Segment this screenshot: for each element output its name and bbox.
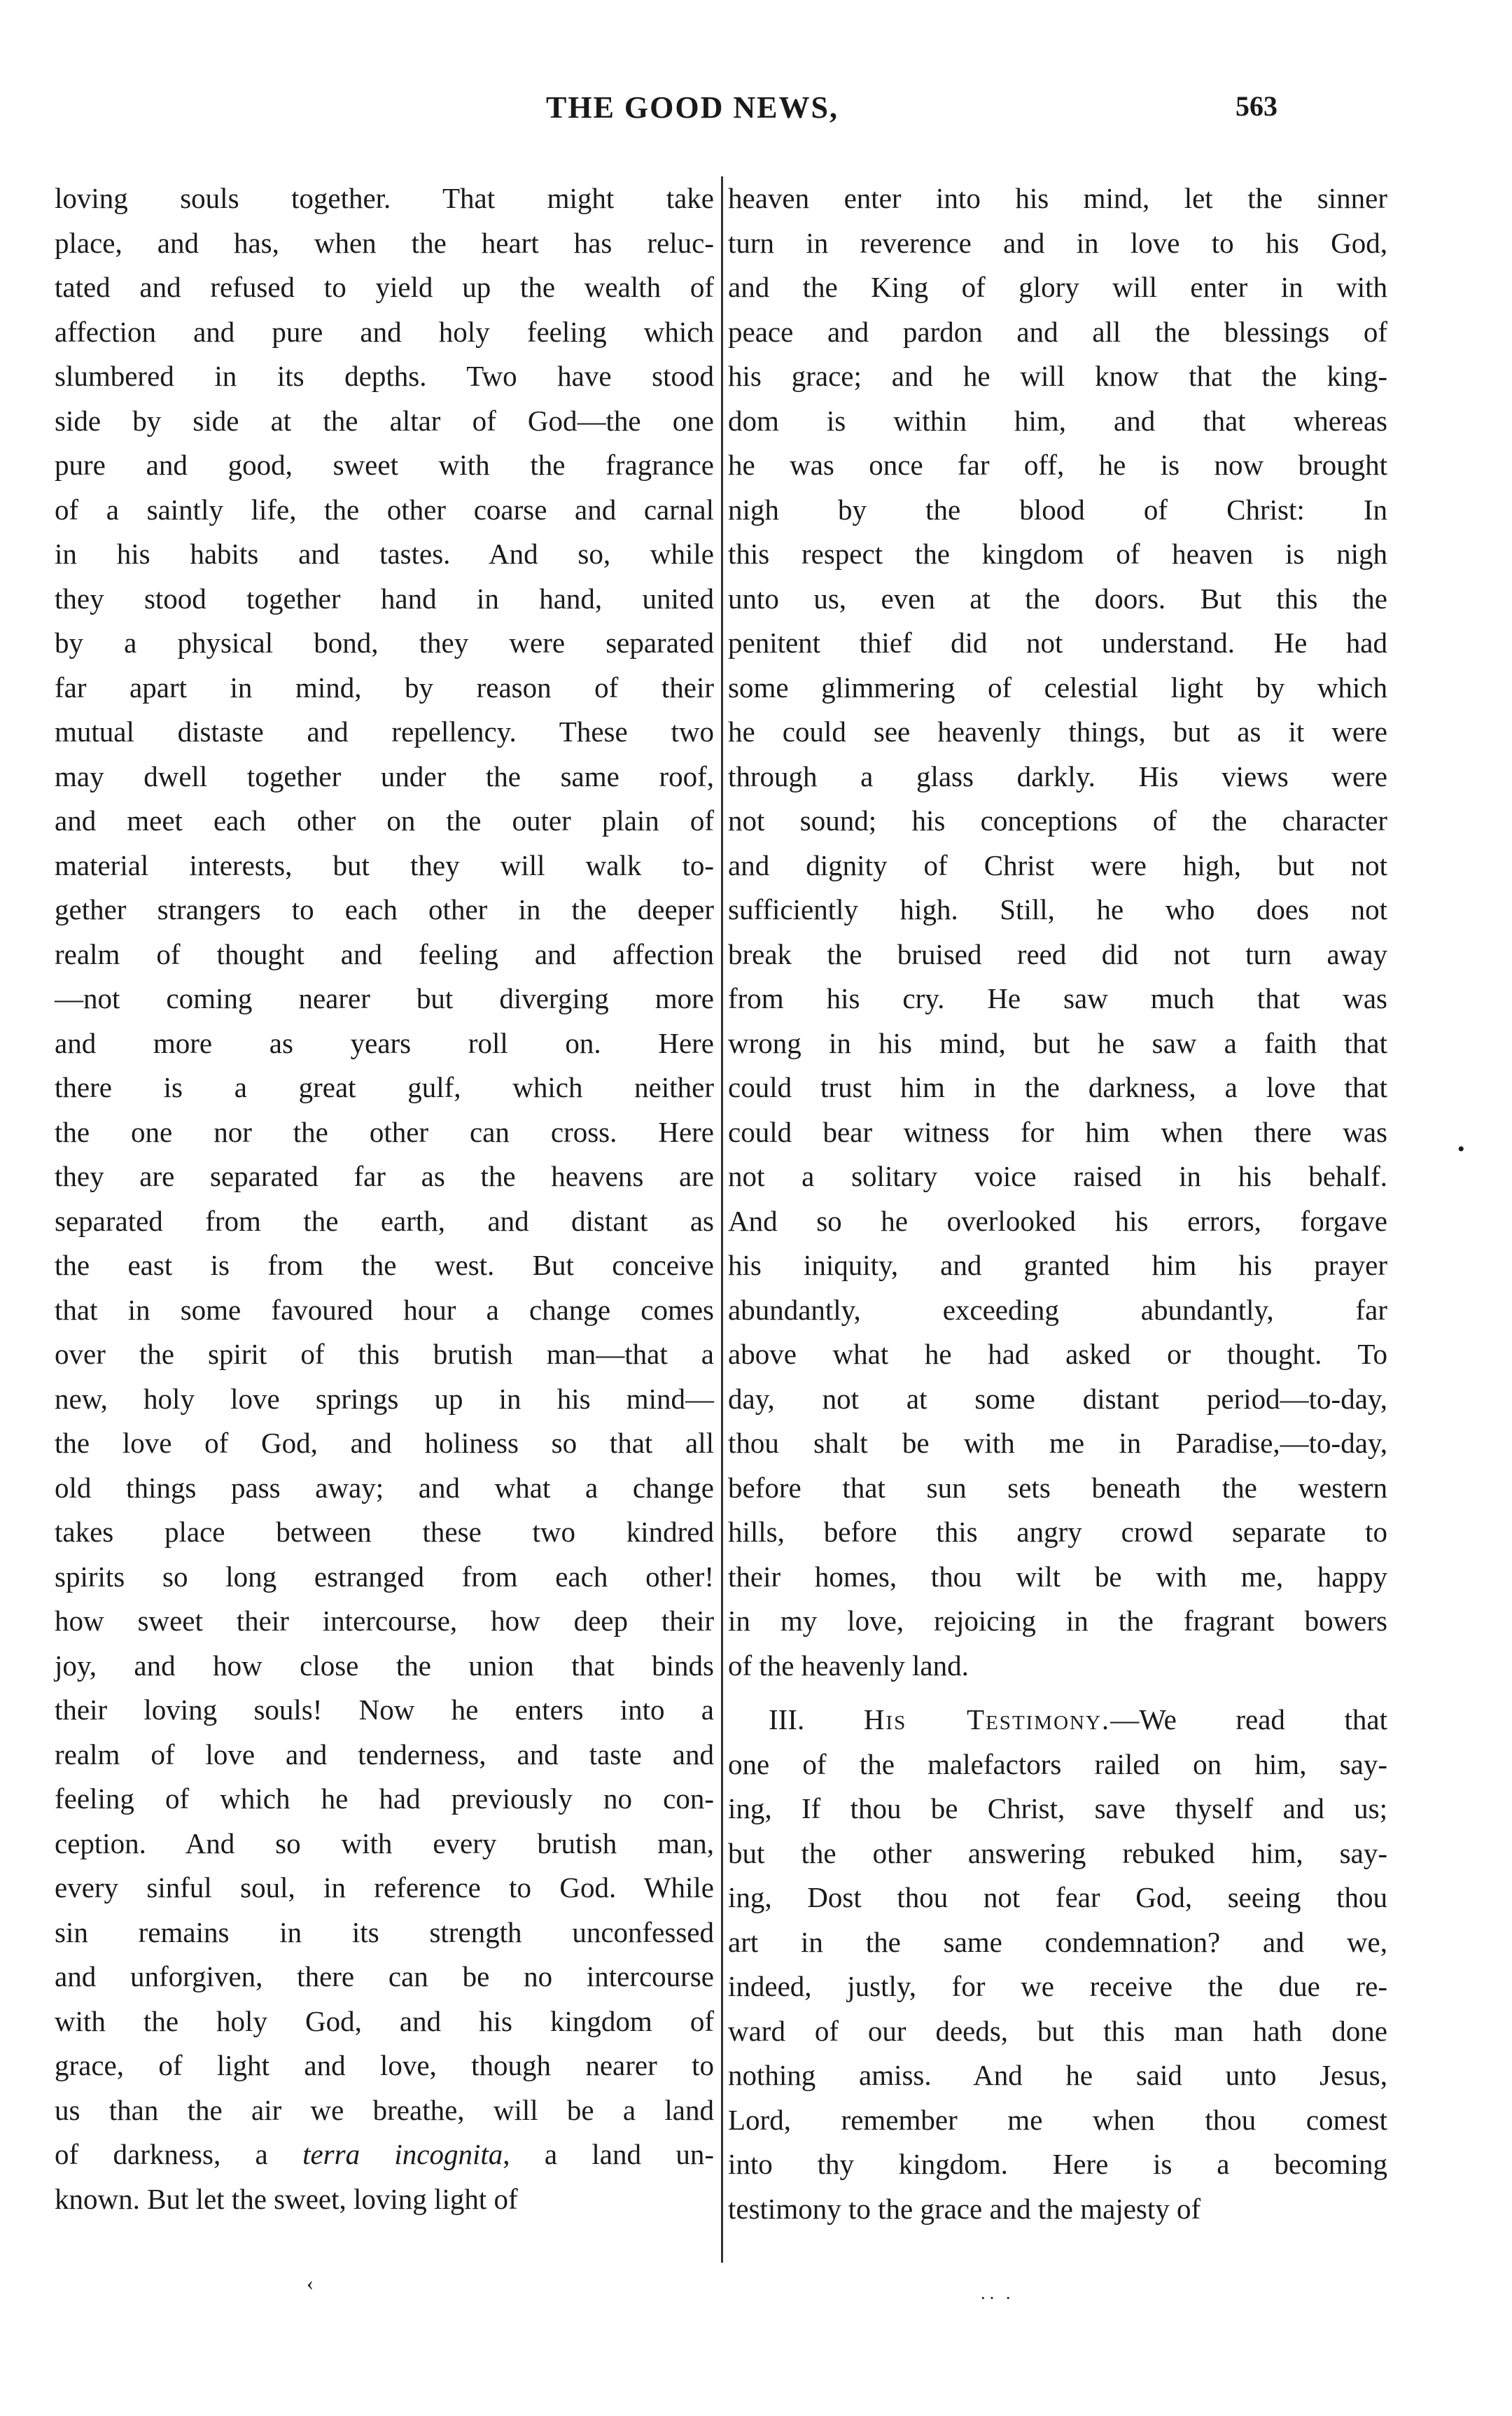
- text-line: break the bruised reed did not turn away: [728, 937, 1387, 970]
- text-line: Lord, remember me when thou comest: [728, 2103, 1387, 2136]
- text-line: indeed, justly, for we receive the due re-: [728, 1970, 1387, 2002]
- text-line: art in the same condemnation? and we,: [728, 1925, 1387, 1958]
- text-line: there is a great gulf, which neither: [55, 1071, 714, 1103]
- text-line: he was once far off, he is now brought: [728, 449, 1387, 481]
- text-line: may dwell together under the same roof,: [55, 760, 714, 792]
- text-line: ward of our deeds, but this man hath done: [728, 2014, 1387, 2047]
- text-line: slumbered in its depths. Two have stood: [55, 360, 714, 392]
- text-line: they stood together hand in hand, united: [55, 582, 714, 615]
- running-title: THE GOOD NEWS,: [546, 90, 839, 125]
- text-line: ing, If thou be Christ, save thyself and us;: [728, 1792, 1387, 1824]
- text-line: pure and good, sweet with the fragrance: [55, 449, 714, 481]
- text-line: and dignity of Christ were high, but not: [728, 849, 1387, 881]
- text-line: through a glass darkly. His views were: [728, 760, 1387, 792]
- bottom-mark: ‹: [307, 2272, 314, 2295]
- text-line: unto us, even at the doors. But this the: [728, 582, 1387, 615]
- text-line: gether strangers to each other in the deeper: [55, 893, 714, 926]
- text-line: by a physical bond, they were separated: [55, 627, 714, 659]
- text-line: sin remains in its strength unconfessed: [55, 1915, 714, 1948]
- text-line: with the holy God, and his kingdom of: [55, 2004, 714, 2037]
- text-line: before that sun sets beneath the western: [728, 1471, 1387, 1504]
- text-line: into thy kingdom. Here is a becoming: [728, 2148, 1387, 2180]
- text-line: the east is from the west. But conceive: [55, 1249, 714, 1281]
- column-divider: [721, 176, 723, 2263]
- text-line: he could see heavenly things, but as it were: [728, 715, 1387, 748]
- left-column: [55, 176, 714, 2221]
- text-line: and the King of glory will enter in with: [728, 271, 1387, 303]
- text-line: separated from the earth, and distant as: [55, 1204, 714, 1237]
- text-line: side by side at the altar of God—the one: [55, 404, 714, 437]
- page-header: [0, 90, 1512, 146]
- text-line: of darkness, a terra incognita, a land un-: [55, 2138, 714, 2170]
- text-line: in his habits and tastes. And so, while: [55, 538, 714, 570]
- text-line: ception. And so with every brutish man,: [55, 1827, 714, 1859]
- text-line: us than the air we breathe, will be a land: [55, 2093, 714, 2126]
- section-text: —We read that: [1110, 1703, 1388, 1736]
- text-line: place, and has, when the heart has reluc-: [55, 226, 714, 259]
- text-line: peace and pardon and all the blessings of: [728, 315, 1387, 348]
- text-line: And so he overlooked his errors, forgave: [728, 1204, 1387, 1237]
- text-line: nothing amiss. And he said unto Jesus,: [728, 2059, 1387, 2091]
- text-line: penitent thief did not understand. He had: [728, 627, 1387, 659]
- text-line: how sweet their intercourse, how deep their: [55, 1605, 714, 1637]
- text-line: ing, Dost thou not fear God, seeing thou: [728, 1881, 1387, 1913]
- text-line: loving souls together. That might take: [55, 182, 714, 214]
- text-line: grace, of light and love, though nearer to: [55, 2049, 714, 2081]
- text-line: his iniquity, and granted him his prayer: [728, 1249, 1387, 1281]
- text-line: of the heavenly land.: [728, 1649, 969, 1682]
- stray-mark: •: [1457, 1138, 1465, 1161]
- text-line: but the other answering rebuked him, say-: [728, 1836, 1387, 1869]
- section-heading: His Testimony.: [863, 1703, 1111, 1736]
- text-line: realm of love and tenderness, and taste and: [55, 1738, 714, 1771]
- text-line: material interests, but they will walk to-: [55, 849, 714, 881]
- text-line: one of the malefactors railed on him, say-: [728, 1747, 1387, 1780]
- text-line: some glimmering of celestial light by which: [728, 671, 1387, 704]
- text-line: from his cry. He saw much that was: [728, 982, 1387, 1014]
- text-line: nigh by the blood of Christ: In: [728, 493, 1387, 526]
- text-line: over the spirit of this brutish man—that a: [55, 1338, 714, 1370]
- text-line: hills, before this angry crowd separate to: [728, 1516, 1387, 1548]
- text-line: they are separated far as the heavens are: [55, 1160, 714, 1192]
- text-line: could trust him in the darkness, a love that: [728, 1071, 1387, 1103]
- text-line: thou shalt be with me in Paradise,—to-day,: [728, 1427, 1387, 1459]
- bottom-dots: ·· ·: [980, 2288, 1014, 2308]
- text-line: far apart in mind, by reason of their: [55, 671, 714, 704]
- text-line: new, holy love springs up in his mind—: [55, 1382, 714, 1415]
- text-line: the love of God, and holiness so that all: [55, 1427, 714, 1459]
- text-line: known. But let the sweet, loving light of: [55, 2182, 518, 2215]
- text-line: takes place between these two kindred: [55, 1516, 714, 1548]
- text-line: testimony to the grace and the majesty of: [728, 2192, 1201, 2225]
- text-line: that in some favoured hour a change comes: [55, 1293, 714, 1326]
- text-line: sufficiently high. Still, he who does not: [728, 893, 1387, 926]
- text-line: his grace; and he will know that the king-: [728, 360, 1387, 392]
- text-line: spirits so long estranged from each other!: [55, 1560, 714, 1593]
- text-line: dom is within him, and that whereas: [728, 404, 1387, 437]
- text-line: mutual distaste and repellency. These two: [55, 715, 714, 748]
- text-line: their loving souls! Now he enters into a: [55, 1694, 714, 1726]
- text-line: affection and pure and holy feeling which: [55, 315, 714, 348]
- text-line: every sinful soul, in reference to God. While: [55, 1871, 714, 1904]
- page-number: 563: [1236, 90, 1278, 122]
- text-line: turn in reverence and in love to his God,: [728, 226, 1387, 259]
- text-line: day, not at some distant period—to-day,: [728, 1382, 1387, 1415]
- text-line: —not coming nearer but diverging more: [55, 982, 714, 1014]
- text-line: above what he had asked or thought. To: [728, 1338, 1387, 1370]
- text-line: of a saintly life, the other coarse and carnal: [55, 493, 714, 526]
- text-line: and meet each other on the outer plain of: [55, 804, 714, 837]
- text-line: tated and refused to yield up the wealth of: [55, 271, 714, 303]
- section-heading-line: [728, 1698, 1387, 1743]
- text-line: and more as years roll on. Here: [55, 1026, 714, 1059]
- right-column: [728, 176, 1387, 2231]
- text-line: old things pass away; and what a change: [55, 1471, 714, 1504]
- text-line: realm of thought and feeling and affection: [55, 937, 714, 970]
- text-line: wrong in his mind, but he saw a faith that: [728, 1026, 1387, 1059]
- text-line: could bear witness for him when there was: [728, 1115, 1387, 1148]
- text-line: heaven enter into his mind, let the sinner: [728, 182, 1387, 214]
- text-line: this respect the kingdom of heaven is nigh: [728, 538, 1387, 570]
- text-line: in my love, rejoicing in the fragrant bowers: [728, 1605, 1387, 1637]
- text-line: abundantly, exceeding abundantly, far: [728, 1293, 1387, 1326]
- text-line: not a solitary voice raised in his behalf.: [728, 1160, 1387, 1192]
- section-number: III.: [769, 1703, 805, 1736]
- text-line: not sound; his conceptions of the character: [728, 804, 1387, 837]
- text-line: feeling of which he had previously no con-: [55, 1782, 714, 1815]
- text-line: and unforgiven, there can be no intercourse: [55, 1960, 714, 1992]
- italic-phrase: terra incognita: [302, 2138, 503, 2170]
- text-line: the one nor the other can cross. Here: [55, 1115, 714, 1148]
- text-line: joy, and how close the union that binds: [55, 1649, 714, 1682]
- text-line: their homes, thou wilt be with me, happy: [728, 1560, 1387, 1593]
